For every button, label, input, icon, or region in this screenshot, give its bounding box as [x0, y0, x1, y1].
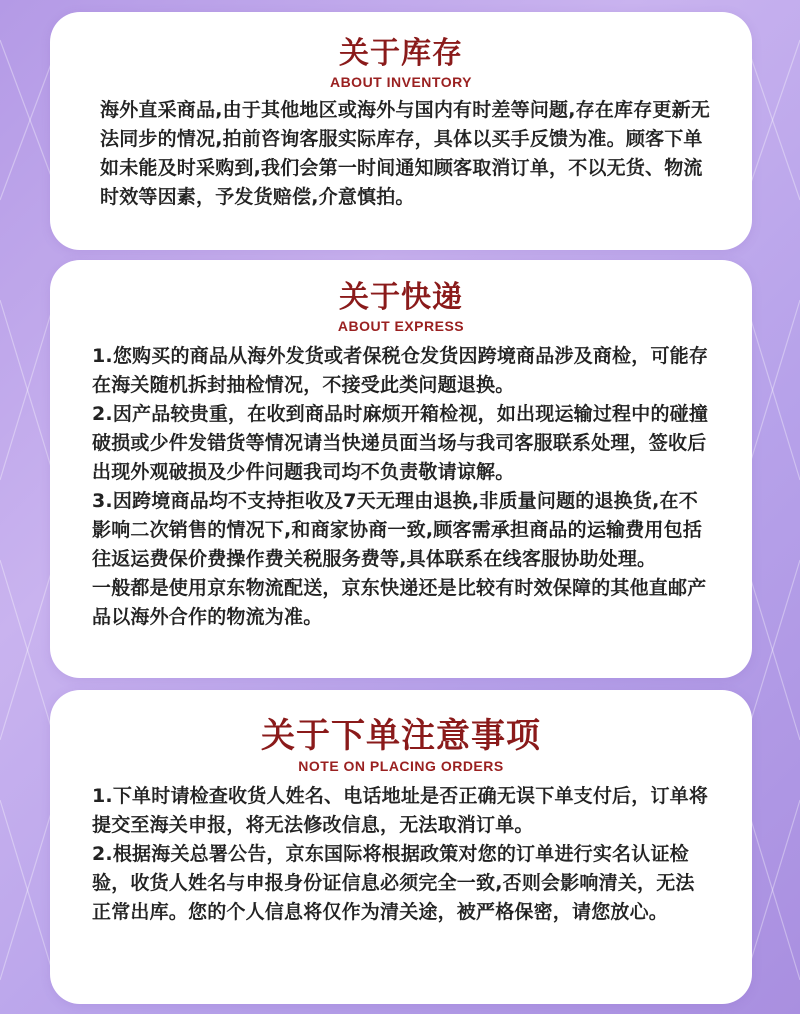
inventory-card: [50, 12, 752, 250]
order-notes-subtitle: NOTE ON PLACING ORDERS: [298, 758, 504, 774]
express-body: [92, 342, 712, 632]
express-card: [50, 260, 752, 678]
order-notes-paragraph-2: 2.根据海关总署公告，京东国际将根据政策对您的订单进行实名认证检验，收货人姓名与申报身份证信息必须完全一致,否则会影响清关，无法正常出库。您的个人信息将仅作为清关途，被严格保密，请您放心。: [92, 843, 695, 923]
order-notes-card: [50, 690, 752, 1004]
order-notes-title: 关于下单注意事项: [261, 716, 541, 756]
order-notes-paragraph-1: 1.下单时请检查收货人姓名、电话地址是否正确无误下单支付后，订单将提交至海关申报，将无法修改信息，无法取消订单。: [92, 785, 709, 836]
express-paragraph-2: 2.因产品较贵重，在收到商品时麻烦开箱检视，如出现运输过程中的碰撞破损或少件发错货等情况请当快递员面当场与我司客服联系处理，签收后出现外观破损及少件问题我司均不负责敬请谅解。: [92, 403, 709, 483]
express-subtitle: ABOUT EXPRESS: [337, 318, 465, 334]
inventory-body: [100, 96, 712, 212]
inventory-subtitle: ABOUT INVENTORY: [329, 74, 473, 90]
express-title: 关于快递: [339, 280, 463, 315]
express-paragraph-3: 3.因跨境商品均不支持拒收及7天无理由退换,非质量问题的退换货,在不影响二次销售的情况下,和商家协商一致,顾客需承担商品的运输费用包括往返运费保价费操作费关税服务费等,具体联系在线客服协助处理。: [92, 490, 703, 570]
order-notes-body: [92, 782, 712, 927]
express-paragraph-4: 一般都是使用京东物流配送，京东快递还是比较有时效保障的其他直邮产品以海外合作的物流为准。: [92, 577, 707, 628]
express-paragraph-1: 1.您购买的商品从海外发货或者保税仓发货因跨境商品涉及商检，可能存在海关随机拆封抽检情况，不接受此类问题退换。: [92, 345, 709, 396]
inventory-title: 关于库存: [339, 36, 463, 71]
inventory-paragraph: 海外直采商品,由于其他地区或海外与国内有时差等问题,存在库存更新无法同步的情况,拍前咨询客服实际库存，具体以买手反馈为准。顾客下单如未能及时采购到,我们会第一时间通知顾客取消订单，不以无货、物流时效等因素，予发货赔偿,介意慎拍。: [100, 99, 711, 208]
